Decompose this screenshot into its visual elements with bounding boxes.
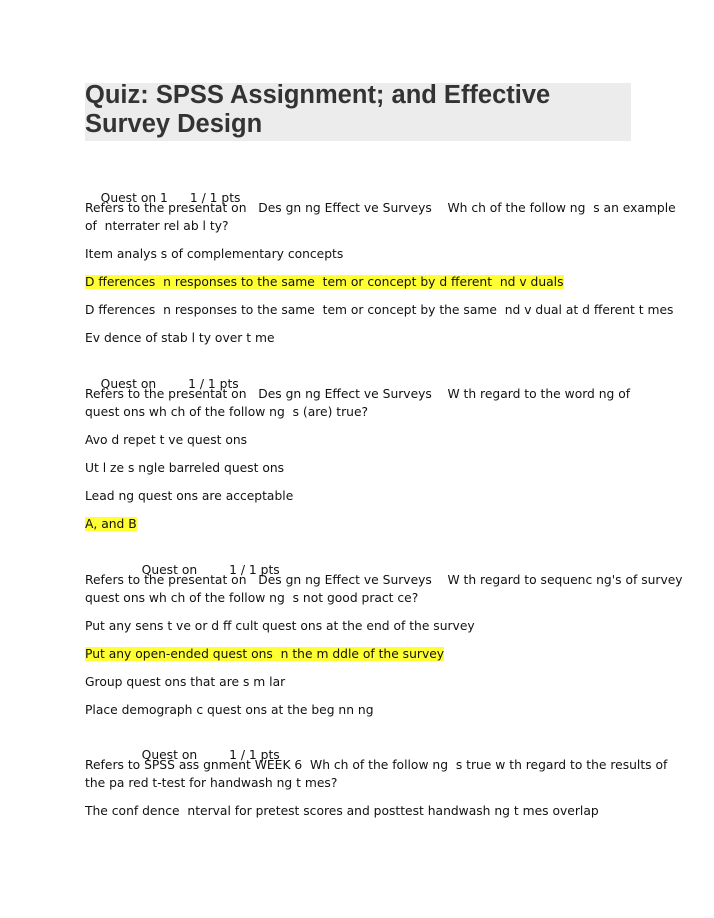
question-prompt-line: Refers to SPSS ass gnment WEEK 6 Wh ch of the follow ng s true w th regard to the results of bbox=[85, 758, 668, 772]
answer-option: D fferences n responses to the same tem or concept by the same nd v dual at d fferent t mes bbox=[85, 303, 674, 317]
answer-option: Lead ng quest ons are acceptable bbox=[85, 489, 294, 503]
answer-option-selected: Put any open-ended quest ons n the m ddle of the survey bbox=[85, 647, 445, 661]
question-label: Quest on 1 bbox=[100, 191, 168, 205]
question-prompt-line: quest ons wh ch of the follow ng s (are) true? bbox=[85, 405, 369, 419]
answer-option: Group quest ons that are s m lar bbox=[85, 675, 286, 689]
question-score: 1 / 1 pts bbox=[229, 563, 280, 577]
question-label: Quest on bbox=[141, 563, 198, 577]
question-prompt-line: quest ons wh ch of the follow ng s not good pract ce? bbox=[85, 591, 419, 605]
question-prompt-line: the pa red t-test for handwash ng t mes? bbox=[85, 776, 338, 790]
page-title: Quiz: SPSS Assignment; and Effective Survey Design bbox=[85, 81, 551, 138]
answer-option: Put any sens t ve or d ff cult quest ons at the end of the survey bbox=[85, 619, 475, 633]
answer-option-selected: D fferences n responses to the same tem or concept by d fferent nd v duals bbox=[85, 275, 564, 289]
answer-option: Ev dence of stab l ty over t me bbox=[85, 331, 275, 345]
question-prompt-line: Refers to the presentat on Des gn ng Effect ve Surveys W th regard to sequenc ng's of survey bbox=[85, 573, 683, 587]
answer-option: Place demograph c quest ons at the beg nn ng bbox=[85, 703, 374, 717]
question-label: Quest on bbox=[141, 748, 198, 762]
answer-option-selected: A, and B bbox=[85, 517, 137, 531]
question-score: 1 / 1 pts bbox=[188, 377, 239, 391]
answer-option: The conf dence nterval for pretest scores and posttest handwash ng t mes overlap bbox=[85, 804, 599, 818]
answer-option: Item analys s of complementary concepts bbox=[85, 247, 344, 261]
question-prompt-line: Refers to the presentat on Des gn ng Effect ve Surveys W th regard to the word ng of bbox=[85, 387, 631, 401]
answer-option: Avo d repet t ve quest ons bbox=[85, 433, 248, 447]
question-prompt-line: Refers to the presentat on Des gn ng Effect ve Surveys Wh ch of the follow ng s an example bbox=[85, 201, 676, 215]
question-prompt-line: of nterrater rel ab l ty? bbox=[85, 219, 229, 233]
question-score: 1 / 1 pts bbox=[189, 191, 241, 205]
question-label: Quest on bbox=[100, 377, 157, 391]
answer-option: Ut l ze s ngle barreled quest ons bbox=[85, 461, 285, 475]
question-score: 1 / 1 pts bbox=[229, 748, 280, 762]
